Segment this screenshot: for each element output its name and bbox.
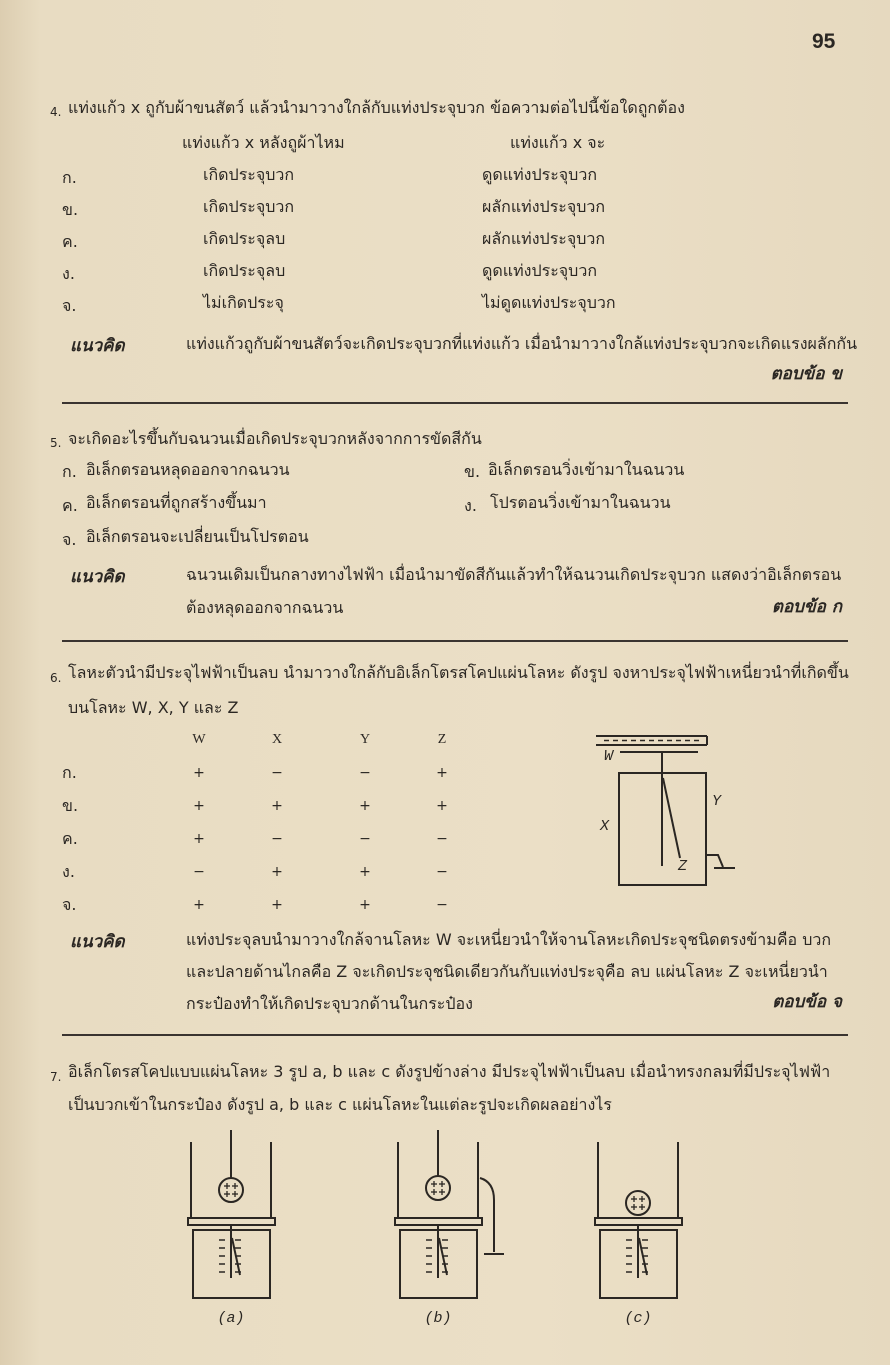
question-number: 4.: [50, 105, 62, 119]
option-label: ข.: [464, 462, 481, 481]
question-text: โลหะตัวนำมีประจุไฟฟ้าเป็นลบ นำมาวางใกล้กับอิเล็กโตรสโคปแผ่นโลหะ ดังรูป จงหาประจุไฟฟ้าเหนี่ยวนำที่เกิดขึ้น: [68, 663, 849, 682]
option-label: ข.: [62, 796, 79, 815]
option-label: ก.: [62, 763, 77, 782]
option-label: ค.: [62, 232, 78, 251]
question-text: แท่งแก้ว x ถูกับผ้าขนสัตว์ แล้วนำมาวางใกล้กับแท่งประจุบวก ข้อความต่อไปนี้ข้อใดถูกต้อง: [68, 98, 685, 117]
column-header: แท่งแก้ว x จะ: [510, 133, 606, 152]
divider: [62, 640, 848, 642]
electroscope-figure: [590, 730, 740, 890]
sign-cell: +: [271, 798, 283, 814]
sign-cell: +: [359, 897, 371, 913]
explanation-text: กระป๋องทำให้เกิดประจุบวกด้านในกระป๋อง: [186, 994, 473, 1013]
answer: ตอบข้อ ข: [770, 364, 842, 384]
sign-cell: −: [193, 864, 205, 880]
sign-cell: +: [193, 765, 205, 781]
figure-caption: (a): [217, 1310, 245, 1327]
figure-a: [185, 1130, 315, 1330]
sign-cell: +: [193, 798, 205, 814]
sign-cell: +: [193, 897, 205, 913]
option-label: ข.: [62, 200, 79, 219]
label-y: Y: [712, 793, 722, 810]
option-cell: เกิดประจุบวก: [203, 197, 295, 216]
option-cell: ดูดแท่งประจุบวก: [482, 165, 597, 184]
sign-cell: −: [271, 765, 283, 781]
option-label: ก.: [62, 462, 77, 481]
question-number: 7.: [50, 1070, 62, 1084]
sign-cell: −: [359, 831, 371, 847]
plus-charge-icon: [224, 1183, 238, 1197]
divider: [62, 1034, 848, 1036]
sign-cell: +: [193, 831, 205, 847]
column-header: W: [192, 732, 206, 747]
option-label: ค.: [62, 829, 78, 848]
explanation-text: แท่งแก้วถูกับผ้าขนสัตว์จะเกิดประจุบวกที่แท่งแก้ว เมื่อนำมาวางใกล้แท่งประจุบวกจะเกิดแรงผลักกัน: [186, 334, 858, 353]
plus-charge-icon: [631, 1196, 645, 1210]
question-text: จะเกิดอะไรขึ้นกับฉนวนเมื่อเกิดประจุบวกหลังจากการขัดสีกัน: [68, 429, 482, 448]
divider: [62, 402, 848, 404]
answer: ตอบข้อ จ: [772, 992, 842, 1012]
sign-cell: −: [436, 897, 448, 913]
explanation-text: ต้องหลุดออกจากฉนวน: [186, 598, 344, 617]
sign-cell: −: [436, 831, 448, 847]
figure-c: [592, 1130, 722, 1330]
explanation-label: แนวคิด: [70, 932, 125, 952]
option-label: จ.: [62, 895, 77, 914]
option-label: ง.: [62, 264, 75, 283]
option-text: โปรตอนวิ่งเข้ามาในฉนวน: [490, 493, 671, 512]
sign-cell: +: [271, 864, 283, 880]
option-cell: เกิดประจุลบ: [203, 261, 286, 280]
option-text: อิเล็กตรอนที่ถูกสร้างขึ้นมา: [86, 493, 267, 512]
option-cell: เกิดประจุลบ: [203, 229, 286, 248]
explanation-text: และปลายด้านไกลคือ Z จะเกิดประจุชนิดเดียวกันกับแท่งประจุคือ ลบ แผ่นโลหะ Z จะเหนี่ยวนำ: [186, 962, 828, 981]
question-text: บนโลหะ W, X, Y และ Z: [68, 698, 239, 717]
sign-cell: −: [436, 864, 448, 880]
column-header: Z: [437, 732, 447, 747]
option-cell: ผลักแท่งประจุบวก: [482, 229, 606, 248]
sign-cell: +: [436, 765, 448, 781]
explanation-label: แนวคิด: [70, 567, 125, 587]
column-header: Y: [359, 732, 371, 747]
option-text: อิเล็กตรอนวิ่งเข้ามาในฉนวน: [488, 460, 685, 479]
sign-cell: +: [359, 864, 371, 880]
option-text: อิเล็กตรอนหลุดออกจากฉนวน: [86, 460, 290, 479]
sign-cell: +: [271, 897, 283, 913]
figure-caption: (c): [624, 1310, 652, 1327]
label-w: W: [604, 748, 614, 765]
option-label: ง.: [62, 862, 75, 881]
explanation-label: แนวคิด: [70, 336, 125, 356]
question-number: 6.: [50, 671, 62, 685]
option-cell: ไม่ดูดแท่งประจุบวก: [482, 293, 616, 312]
option-cell: ไม่เกิดประจุ: [203, 293, 284, 312]
explanation-text: แท่งประจุลบนำมาวางใกล้จานโลหะ W จะเหนี่ยวนำให้จานโลหะเกิดประจุชนิดตรงข้ามคือ บวก: [186, 930, 832, 949]
figure-b: [392, 1130, 522, 1330]
label-x: X: [600, 818, 610, 835]
sign-cell: +: [359, 798, 371, 814]
option-label: จ.: [62, 530, 77, 549]
sign-cell: −: [271, 831, 283, 847]
plus-charge-icon: [431, 1181, 445, 1195]
sign-cell: −: [359, 765, 371, 781]
sign-cell: +: [436, 798, 448, 814]
option-cell: ผลักแท่งประจุบวก: [482, 197, 606, 216]
option-label: ก.: [62, 168, 77, 187]
option-cell: เกิดประจุบวก: [203, 165, 295, 184]
label-z: Z: [678, 858, 688, 875]
option-cell: ดูดแท่งประจุบวก: [482, 261, 597, 280]
question-text: อิเล็กโตรสโคปแบบแผ่นโลหะ 3 รูป a, b และ c ดังรูปข้างล่าง มีประจุไฟฟ้าเป็นลบ เมื่อนำทรงกลมที่มีประจุไฟฟ้า: [68, 1062, 831, 1081]
question-number: 5.: [50, 436, 62, 450]
option-text: อิเล็กตรอนจะเปลี่ยนเป็นโปรตอน: [86, 527, 309, 546]
figure-caption: (b): [424, 1310, 452, 1327]
page-number: 95: [812, 30, 836, 53]
option-label: จ.: [62, 296, 77, 315]
answer: ตอบข้อ ก: [771, 597, 842, 617]
option-label: ค.: [62, 496, 78, 515]
option-label: ง.: [464, 496, 477, 515]
explanation-text: ฉนวนเดิมเป็นกลางทางไฟฟ้า เมื่อนำมาขัดสีกันแล้วทำให้ฉนวนเกิดประจุบวก แสดงว่าอิเล็กตรอน: [186, 565, 842, 584]
column-header: แท่งแก้ว x หลังถูผ้าไหม: [182, 133, 345, 152]
column-header: X: [271, 732, 283, 747]
question-text: เป็นบวกเข้าในกระป๋อง ดังรูป a, b และ c แผ่นโลหะในแต่ละรูปจะเกิดผลอย่างไร: [68, 1095, 612, 1114]
